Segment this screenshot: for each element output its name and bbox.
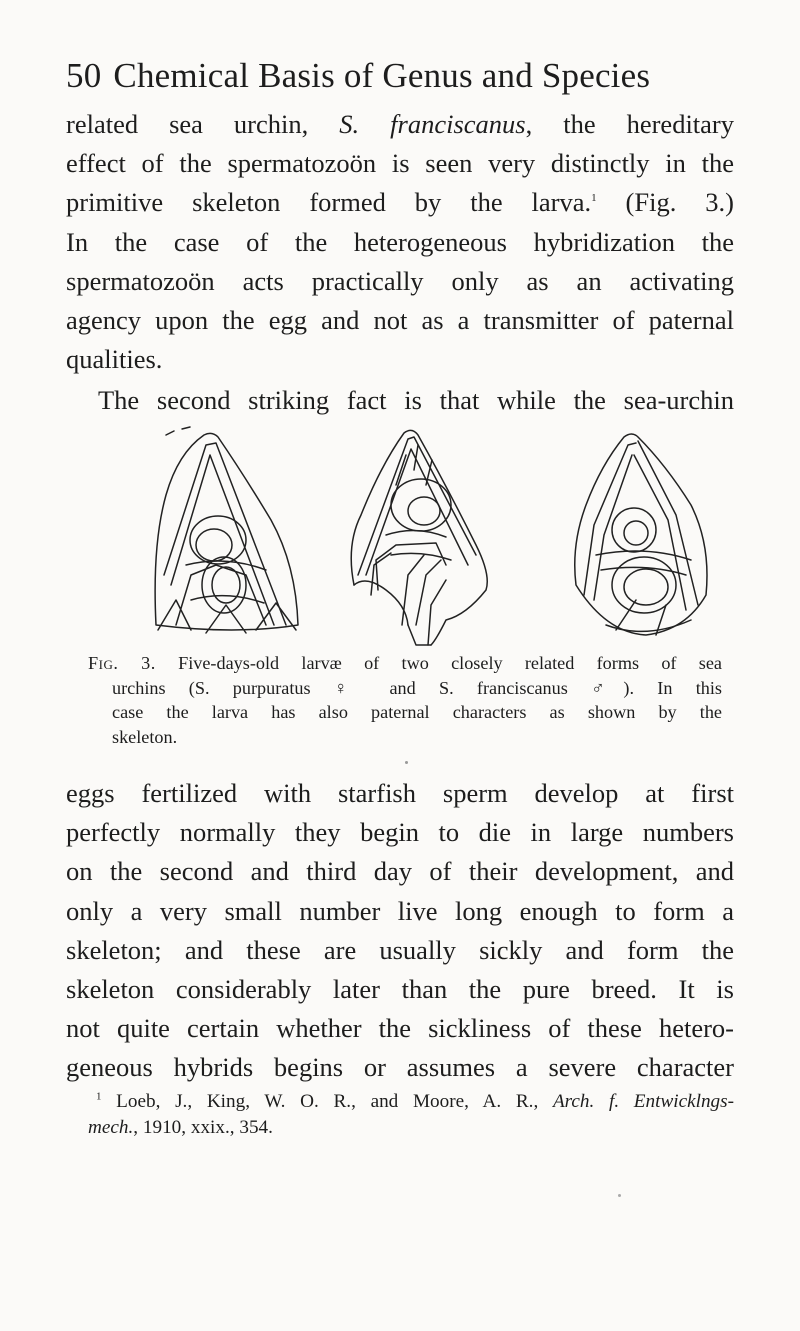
paragraph-3 [66,774,734,1088]
footnote-line: $^1$ Loeb, J., King, W. O. R., and Moore, A. R., Arch. f. Entwicklngs- [96,1090,734,1112]
running-header [66,56,650,96]
larva-center-illustration [351,430,487,645]
text-line: on the second and third day of their development, and [66,856,734,887]
footnote-marker[interactable]: 1 [591,192,597,205]
text-line: related sea urchin, S. franciscanus, the hereditary [66,109,735,139]
caption-line: Fig. 3. Five-days-old larvæ of two closely related forms of sea [88,653,722,673]
text-line: eggs fertilized with starfish sperm develop at first [66,778,734,808]
larva-left-illustration [155,427,298,633]
print-speck [405,761,408,764]
larvae-figure [146,425,720,647]
text-line: agency upon the egg and not as a transmitter of paternal [66,305,734,336]
page-number: 50 [66,56,102,95]
text-line: not quite certain whether the sickliness of these hetero- [66,1013,734,1044]
text-line: spermatozoön acts practically only as an activating [66,265,734,296]
paragraph-1 [66,105,734,379]
text-line: In the case of the heterogeneous hybridization the [66,226,734,257]
figure-caption [88,651,722,749]
text-line: skeleton; and these are usually sickly and form the [66,934,734,965]
text-line: only a very small number live long enough to form a [66,895,734,926]
text-line: geneous hybrids begins or assumes a severe character [66,1052,734,1083]
text-line: effect of the spermatozoön is seen very distinctly in the [66,148,734,179]
caption-line: urchins (S. purpuratus ♀ and S. franciscanus ♂). In this [112,677,722,698]
footnote [88,1089,734,1141]
text-line: primitive skeleton formed by the larva.$^1$ (Fig. 3.) [66,187,734,218]
caption-line: case the larva has also paternal characters as shown by the [112,702,722,723]
figure-label: Fig. 3. [88,653,156,673]
running-title: Chemical Basis of Genus and Species [113,56,651,95]
species-name: S. franciscanus [339,109,526,139]
text-line: qualities. [66,344,163,375]
text-line: skeleton considerably later than the pure breed. It is [66,974,734,1005]
print-speck [618,1194,621,1197]
footnote-number: 1 [96,1090,102,1103]
larva-right-illustration [575,434,707,635]
paragraph-2 [98,381,734,420]
text-line: perfectly normally they begin to die in large numbers [66,817,734,848]
footnote-line: mech., 1910, xxix., 354. [88,1117,273,1138]
text-line: The second striking fact is that while the sea-urchin [98,385,734,415]
caption-line: skeleton. [112,726,178,747]
